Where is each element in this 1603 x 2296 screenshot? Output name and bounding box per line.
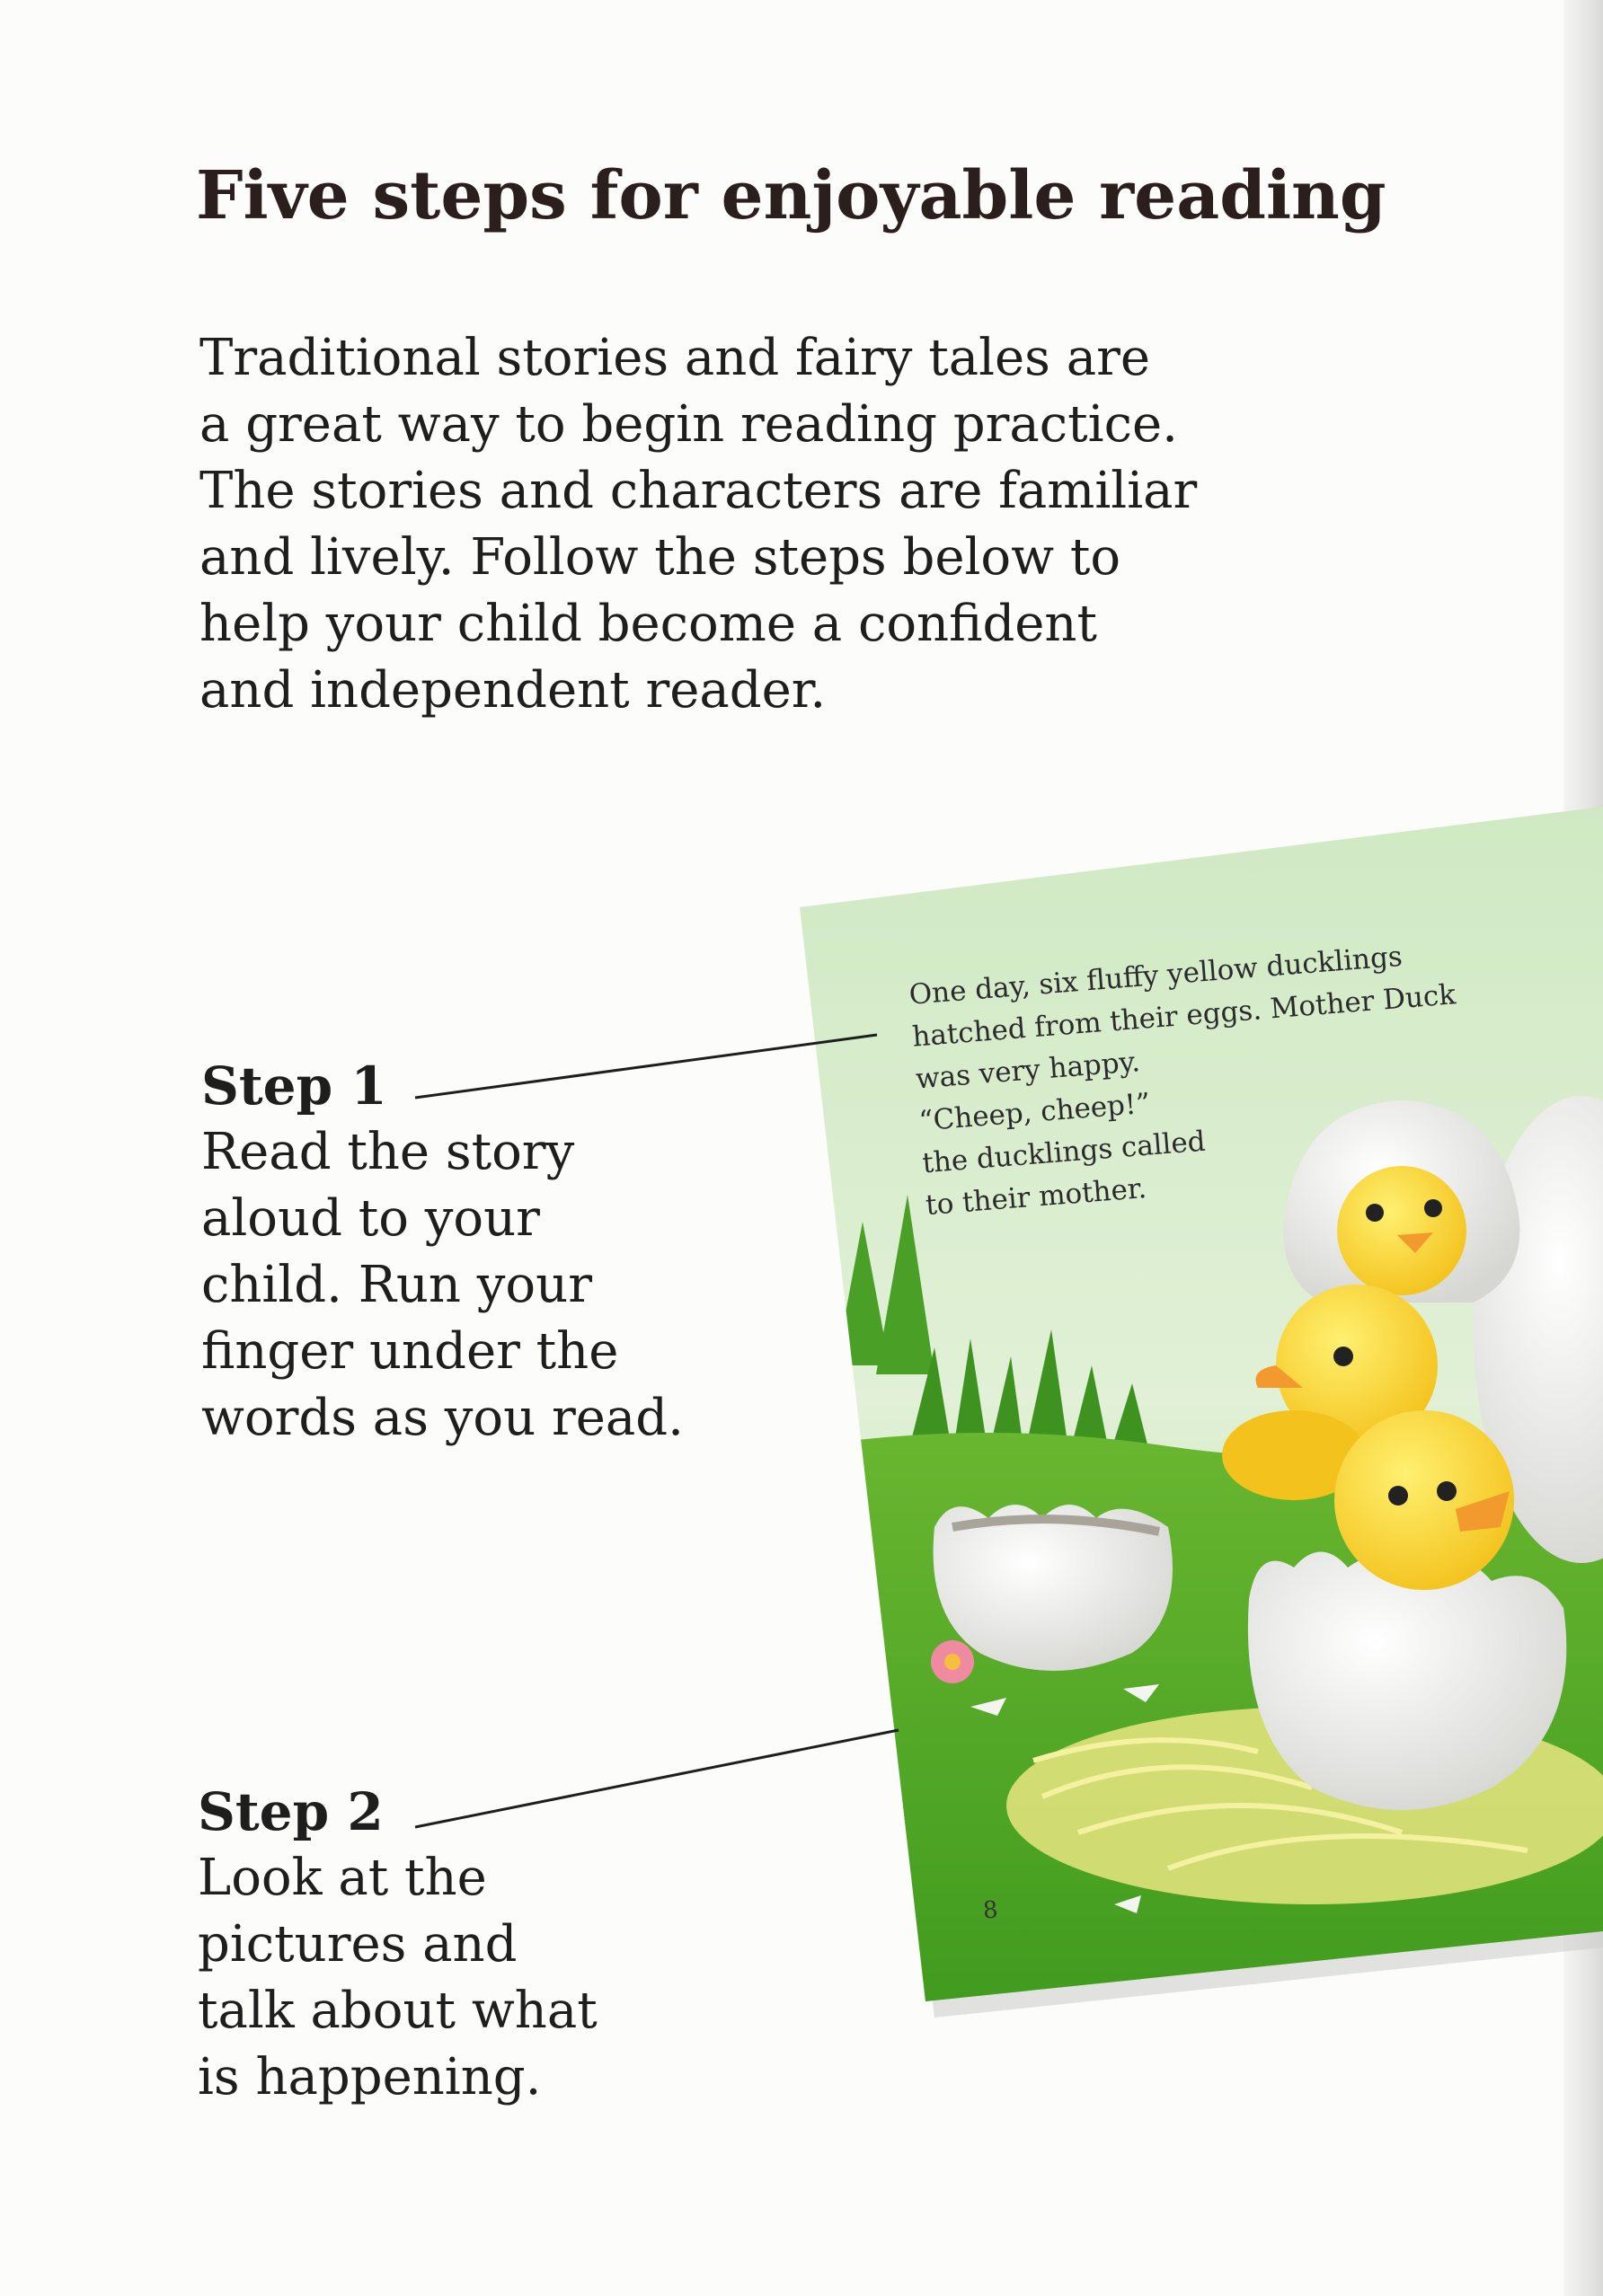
- step-1-text: Read the story aloud to your child. Run your finger under the words as you read.: [201, 1123, 684, 1447]
- step-1-heading: Step 1: [201, 1055, 387, 1117]
- top-duckling-eye-right: [1424, 1199, 1442, 1217]
- flower-center: [944, 1654, 961, 1670]
- step-2: [198, 1779, 737, 2111]
- book-story-text: One day, six fluffy yellow ducklings hatched from their eggs. Mother Duck was very happy. “Cheep, cheep!” the ducklings called to their mother.: [908, 940, 1457, 1223]
- book-page-number: 8: [981, 1896, 999, 1925]
- page-title: Five steps for enjoyable reading: [196, 157, 1386, 234]
- step-2-heading: Step 2: [198, 1781, 384, 1842]
- front-duckling-eye-left: [1388, 1486, 1408, 1506]
- intro-paragraph: Traditional stories and fairy tales are a great way to begin reading practice. The stories and characters are familiar and lively. Follow the steps below to help your child become a confident and independent reader.: [199, 329, 1198, 720]
- top-duckling-eye-left: [1366, 1204, 1384, 1222]
- step-1: [201, 1053, 740, 1452]
- middle-duckling-eye: [1333, 1347, 1353, 1366]
- step-2-text: Look at the pictures and talk about what is happening.: [198, 1849, 598, 2106]
- front-duckling-eye-right: [1437, 1481, 1457, 1501]
